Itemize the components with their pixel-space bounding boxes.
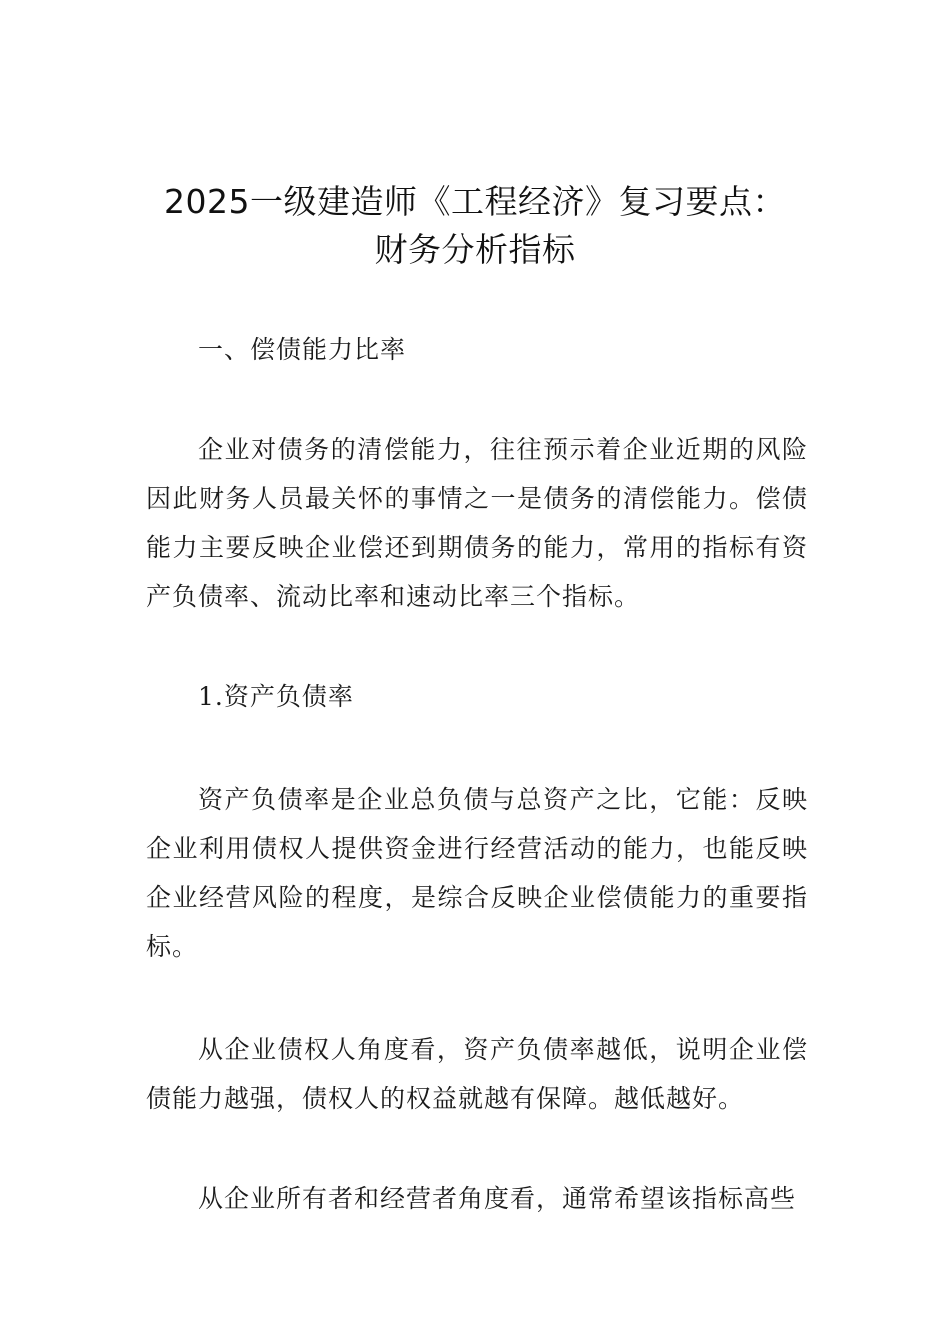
subheading-debt-ratio: 1.资产负债率 xyxy=(198,682,354,711)
paragraph-debt-ratio-definition: 资产负债率是企业总负债与总资产之比，它能：反映企业利用债权人提供资金进行经营活动的能力，也能反映企业经营风险的程度，是综合反映企业偿债能力的重要指标。 xyxy=(146,785,808,961)
paragraph-creditor-view: 从企业债权人角度看，资产负债率越低，说明企业偿债能力越强，债权人的权益就越有保障。越低越好。 xyxy=(146,1035,808,1113)
document-title xyxy=(0,178,950,274)
title-line-1: 2025一级建造师《工程经济》复习要点： xyxy=(164,182,786,221)
section-heading-solvency: 一、偿债能力比率 xyxy=(198,335,407,364)
title-line-2: 财务分析指标 xyxy=(374,230,576,269)
paragraph-solvency-intro: 企业对债务的清偿能力，往往预示着企业近期的风险因此财务人员最关怀的事情之一是债务的清偿能力。偿债能力主要反映企业偿还到期债务的能力，常用的指标有资产负债率、流动比率和速动比率三个指标。 xyxy=(146,435,808,611)
paragraph-owner-view: 从企业所有者和经营者角度看，通常希望该指标高些 xyxy=(198,1184,797,1213)
